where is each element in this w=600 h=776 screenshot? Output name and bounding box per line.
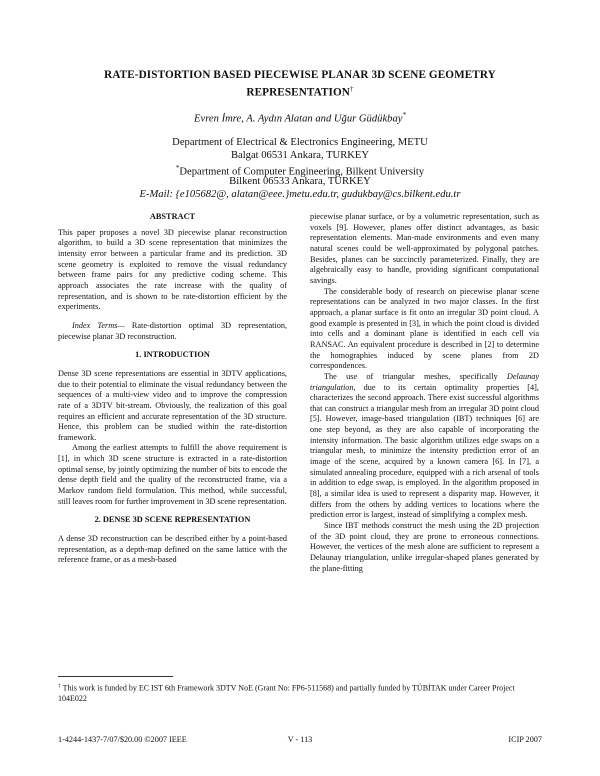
right-paragraph-3-a: The use of triangular meshes, specifically xyxy=(324,371,507,381)
footer-page-number: V - 113 xyxy=(287,735,313,744)
affiliation-line-4: Bilkent 06533 Ankara, TURKEY xyxy=(229,176,371,187)
right-column xyxy=(310,212,539,574)
author-names: Evren İmre, A. Aydın Alatan and Uğur Güdükbay xyxy=(194,113,403,125)
footer-conference: ICIP 2007 xyxy=(508,735,542,744)
title-line-2 xyxy=(60,82,540,100)
footnote-rule xyxy=(58,676,173,677)
right-paragraph-3-emphasis: Delaunay triangulation xyxy=(310,371,539,392)
section-1-heading: 1. INTRODUCTION xyxy=(135,350,210,360)
email-line: E-Mail: {e105682@, alatan@eee.}metu.edu.tr, gudukbay@cs.bilkent.edu.tr xyxy=(139,189,461,200)
right-paragraph-4: Since IBT methods construct the mesh using the 2D projection of the 3D point cloud, they are prone to erroneous connections. However, the vertices of the mesh alone are sufficient to represent a Delaunay triangulation, unlike irregular-shaped planes generated by the plane-fitting xyxy=(310,521,539,573)
abstract-heading: ABSTRACT xyxy=(149,212,196,221)
right-paragraph-3 xyxy=(310,372,539,521)
right-paragraph-2: The considerable body of research on piecewise planar scene representations can be analyzed in two major classes. In the first approach, a planar surface is fit onto an irregular 3D point cloud. A good example is presented in [3], in which the point cloud is divided into cells and a dominant plane is identified in each cell via RANSAC. An equivalent procedure is described in [2] to determine the homographies induced by scene planes from 2D correspondences. xyxy=(310,286,539,371)
affiliation-mark: * xyxy=(175,164,180,172)
title-line-2-text: REPRESENTATION xyxy=(246,86,350,99)
index-terms-text: Rate-distortion optimal 3D representation, piecewise planar 3D reconstruction. xyxy=(58,320,288,341)
author-list xyxy=(60,111,540,125)
index-terms-label: Index Terms— xyxy=(72,320,125,330)
footnote-text: This work is funded by EC IST 6th Framework 3DTV NoE (Grant No: FP6-511568) and partially funded by TÜBİTAK under Career Project 104E022 xyxy=(58,683,515,704)
footnote-mark: † xyxy=(58,683,61,689)
right-paragraph-1: piecewise planar surface, or by a volumetric representation, such as voxels [9]. However, planes offer distinct advantages, as basic representation elements. Man-made environments and even many natural scenes could be well-approximated by polygonal patches. Besides, planes can be succinctly parameterized. Finally, they are algebraically easy to handle, providing significant computational savings. xyxy=(310,212,539,285)
affiliation-line-1: Department of Electrical & Electronics Engineering, METU xyxy=(172,137,428,148)
index-terms xyxy=(58,321,287,342)
footnote xyxy=(58,681,542,705)
section-1-paragraph-1: Dense 3D scene representations are essential in 3DTV applications, due to their potential to eliminate the visual redundancy between the sequences of a multi-view video and to improve the compression rate of a 3DTV bit-stream. Obviously, the realization of this goal requires an efficient and accurate representation of the 3D structure. Hence, this problem can be studied within the rate-distortion framework. xyxy=(58,368,287,442)
left-column xyxy=(58,212,287,566)
section-2-heading: 2. DENSE 3D SCENE REPRESENTATION xyxy=(94,515,251,525)
affiliation-line-2: Balgat 06531 Ankara, TURKEY xyxy=(230,150,370,161)
author-mark: * xyxy=(402,111,406,119)
section-1-paragraph-2: Among the earliest attempts to fulfill the above requirement is [1], in which 3D scene structure is extracted in a rate-distortion optimal sense, by jointly optimizing the number of bits to encode the dense depth field and the quality of the reconstructed frame, via a Markov random field formulation. This method, while successful, still leaves room for further improvement in 3D scene representation. xyxy=(58,443,287,506)
paper-title xyxy=(60,68,540,100)
title-dagger: † xyxy=(349,85,354,93)
affiliation-line-3-text: Department of Computer Engineering, Bilkent University xyxy=(179,166,425,178)
right-paragraph-3-b: , due to its certain optimality properties [4], characterizes the second approach. There exist successful algorithms that can construct a triangular mesh from an irregular 3D point cloud [5]. However, image-based triangulation (IBT) techniques [6] are one step beyond, as they are also capable of incorporating the intensity information. The basic algorithm utilizes edge swaps on a triangular mesh, to minimize the intensity prediction error of an image of the scene, acquired by a known camera [6]. In [7], a simulated annealing procedure, equipped with a rich arsenal of tools in addition to edge swap, is employed. In the algorithm proposed in [8], a similar idea is used to represent a disparity map. However, it differs from the others by adding vertices to locations where the prediction error is largest, instead of simplifying a complex mesh. xyxy=(310,382,539,520)
title-line-1: RATE-DISTORTION BASED PIECEWISE PLANAR 3D SCENE GEOMETRY xyxy=(104,69,496,81)
abstract-text: This paper proposes a novel 3D piecewise planar reconstruction algorithm, to build a 3D scene representation that minimizes the intensity error between a particular frame and its prediction. 3D scene geometry is exploited to remove the visual redundancy between frame pairs for any predictive coding scheme. This approach associates the rate increase with the quality of representation, and is shown to be rate-distortion efficient by the experiments. xyxy=(58,227,287,312)
footer-copyright: 1-4244-1437-7/07/$20.00 ©2007 IEEE xyxy=(58,735,187,744)
section-2-paragraph-1: A dense 3D reconstruction can be described either by a point-based representation, as a depth-map defined on the same lattice with the reference frame, or as a mesh-based xyxy=(58,534,287,565)
